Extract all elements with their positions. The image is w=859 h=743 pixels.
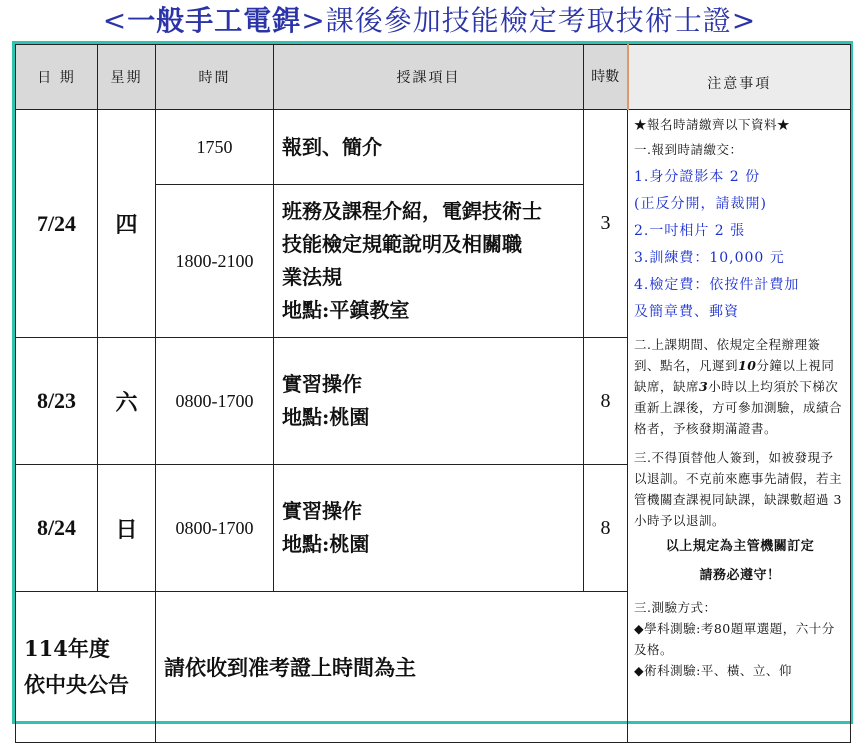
row-date: 7/24 [16, 110, 98, 338]
exam-time-note: 請依收到准考證上時間為主 [156, 592, 628, 743]
row-subject: 實習操作 地點:桃園 [274, 338, 584, 465]
notes-test-written: ◆學科測驗:考80題單選題，六十分及格。 [634, 621, 835, 657]
header-time: 時間 [156, 45, 274, 110]
row-time: 1800-2100 [156, 185, 274, 338]
header-notes: 注意事項 [628, 45, 851, 110]
row-weekday: 四 [98, 110, 156, 338]
schedule-frame [12, 41, 853, 724]
list-item: 1.身分證影本 2 份 [634, 169, 761, 185]
page-title: <一般手工電銲>課後參加技能檢定考取技術士證> [102, 4, 757, 37]
row-subject: 報到、簡介 [274, 110, 584, 185]
list-item: 及簡章費、郵資 [634, 304, 739, 320]
row-date: 8/24 [16, 465, 98, 592]
notes-section-1: 一.報到時請繳交： [634, 142, 743, 157]
notes-rule-line-1: 以上規定為主管機關訂定 [665, 539, 815, 554]
header-subject: 授課項目 [274, 45, 584, 110]
header-row [16, 45, 851, 110]
notes-test-practical: ◆術科測驗:平、橫、立、仰 [634, 663, 792, 678]
notes-section-3: 三.不得頂替他人簽到，如被發現予以退訓。不克前來應事先請假，若主管機關查課視同缺課，缺課數超過 3 小時予以退訓。 [634, 450, 843, 528]
notes-section-2: 二.上課期間、依規定全程辦理簽到、點名，凡遲到10分鐘以上視同缺席，缺席3小時以上均須於下梯次重新上課後，方可參加測驗，成績合格者，予核發期滿證書。 [634, 337, 843, 436]
list-item: (正反分開，請裁開) [634, 196, 767, 212]
row-time: 1750 [156, 110, 274, 185]
header-weekday: 星期 [98, 45, 156, 110]
notes-rule-line-2: 請務必遵守！ [699, 568, 781, 583]
row-subject: 班務及課程介紹，電銲技術士 技能檢定規範說明及相關職 業法規 地點:平鎮教室 [274, 185, 584, 338]
table-row [16, 110, 851, 185]
header-date: 日 期 [16, 45, 98, 110]
row-weekday: 日 [98, 465, 156, 592]
schedule-table [15, 44, 851, 743]
row-hours: 8 [584, 338, 628, 465]
row-date: 8/23 [16, 338, 98, 465]
row-weekday: 六 [98, 338, 156, 465]
notes-section-4: 三.測驗方式： [634, 600, 717, 615]
list-item: 2.一吋相片 2 張 [634, 223, 746, 239]
notes-item-list [634, 164, 846, 326]
header-hours: 時數 [584, 45, 628, 110]
row-subject: 實習操作 地點:桃園 [274, 465, 584, 592]
exam-date-note: 114年度 依中央公告 [16, 592, 156, 743]
row-hours: 3 [584, 110, 628, 338]
row-time: 0800-1700 [156, 465, 274, 592]
list-item: 4.檢定費：依按件計費加 [634, 277, 800, 293]
list-item: 3.訓練費：10,000 元 [634, 250, 785, 266]
notes-star-heading: ★報名時請繳齊以下資料★ [634, 117, 791, 132]
row-hours: 8 [584, 465, 628, 592]
notes-panel [628, 110, 851, 743]
row-time: 0800-1700 [156, 338, 274, 465]
